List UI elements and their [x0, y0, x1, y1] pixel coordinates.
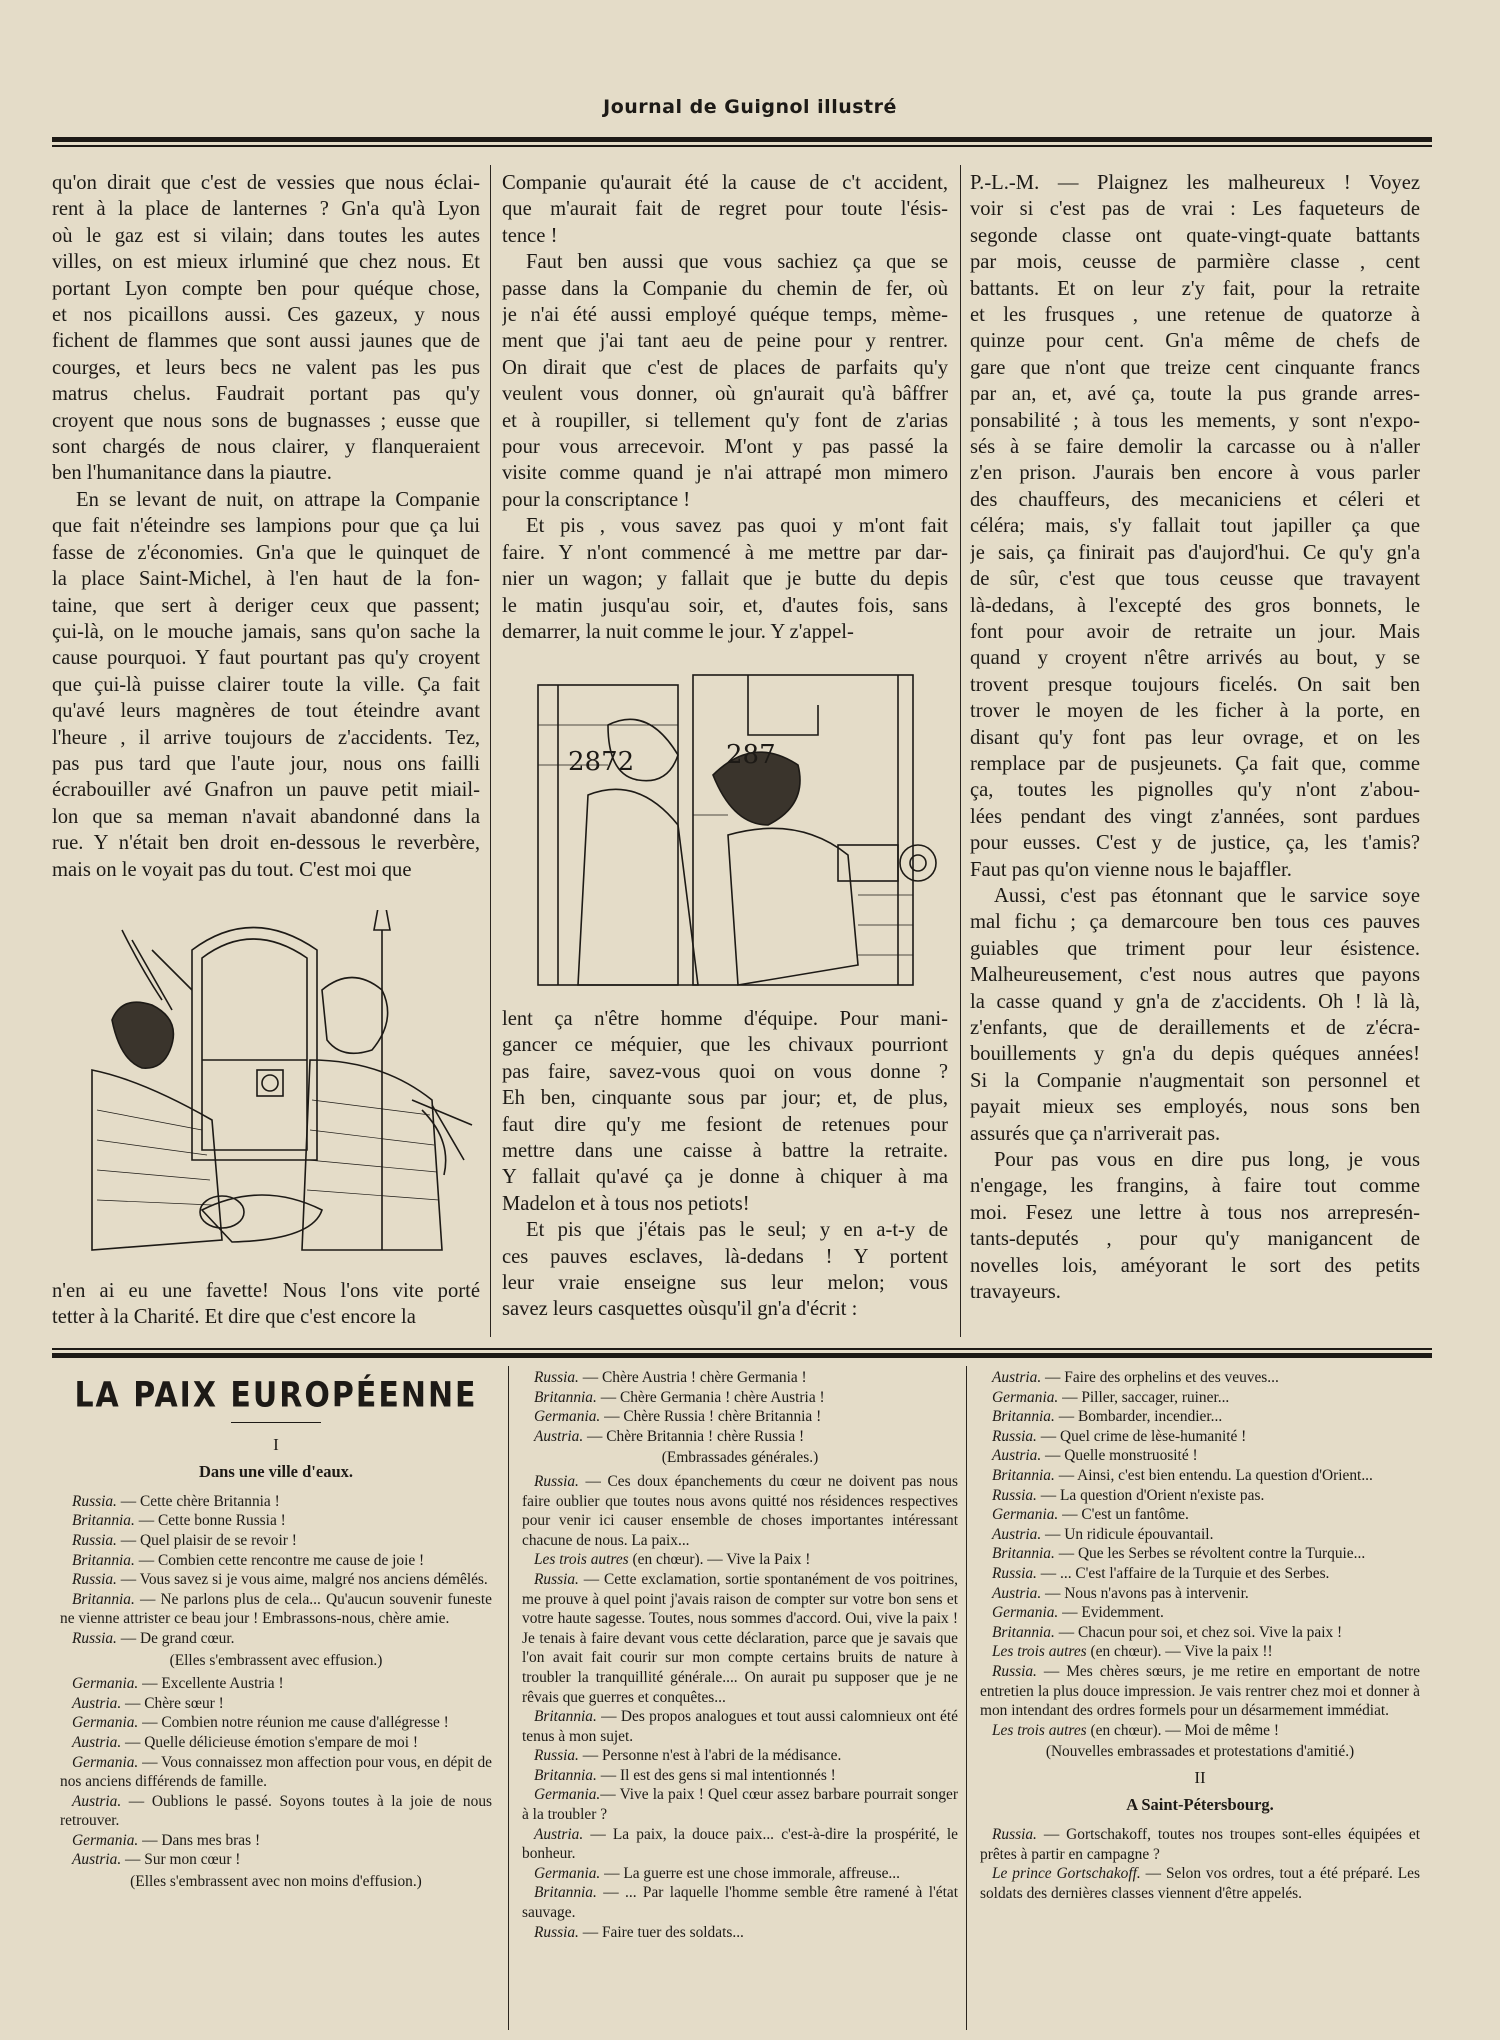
speaker-name: Britannia. — [72, 1551, 135, 1569]
dialogue-line — [522, 1883, 958, 1922]
article-line: Si la Companie n'augmentait son personnel et — [970, 1069, 1420, 1092]
speech-text: — Quelle délicieuse émotion s'empare de moi ! — [121, 1733, 418, 1751]
paix-column-3 — [980, 1368, 1420, 2030]
article-line: et les frusques , une retenue de quatorze à — [970, 304, 1420, 327]
dialogue-line — [980, 1407, 1420, 1427]
section-rule-thin — [52, 1348, 1432, 1350]
dialogue-line — [980, 1662, 1420, 1721]
dialogue-line — [980, 1525, 1420, 1545]
speech-text: — De grand cœur. — [116, 1629, 235, 1647]
speech-text: — Chère sœur ! — [121, 1694, 224, 1712]
speaker-name: Britannia. — [72, 1590, 135, 1608]
article-column-2-bottom — [502, 1006, 948, 1336]
dialogue-line — [60, 1629, 492, 1649]
article-line: segonde classe ont quate-vingt-quate battants — [970, 224, 1420, 247]
dialogue-line — [60, 1511, 492, 1531]
wagon-number-left: 2872 — [568, 747, 635, 777]
article-line: cause pourquoi. Y faut pourtant pas qu'y croyent — [52, 647, 480, 670]
speech-text: — Gortschakoff, toutes nos troupes sont-elles équipées et prêtes à partir en campagne ? — [980, 1826, 1420, 1863]
article-line: ment que j'ai tant aeu de peine pour y rentrer. — [502, 330, 948, 353]
article-line: là-dedans, à l'excepté des gros bonnets, le — [970, 594, 1420, 617]
speaker-name: Russia. — [72, 1492, 117, 1510]
speaker-name: Russia. — [72, 1571, 117, 1589]
article-line: Eh ben, cinquante sous par jour; et, de plus, — [502, 1087, 948, 1110]
speech-text: — Chacun pour soi, et chez soi. Vive la paix ! — [1054, 1623, 1343, 1641]
article-line: le matin jusqu'au soir, et, d'autes fois, sans — [502, 594, 948, 617]
speaker-name: Britannia. — [534, 1388, 597, 1406]
dialogue-line — [60, 1551, 492, 1571]
dialogue-line — [980, 1544, 1420, 1564]
article-line: pas pus tard que l'aute jour, nous ons failli — [52, 752, 480, 775]
stage-direction: (Nouvelles embrassades et protestations d'amitié.) — [1045, 1743, 1355, 1761]
masthead-title: Journal de Guignol illustré — [603, 96, 897, 118]
dialogue-line — [522, 1785, 958, 1824]
speaker-name: Britannia. — [534, 1766, 597, 1784]
dialogue-line — [522, 1707, 958, 1746]
speech-text: — C'est un fantôme. — [1058, 1506, 1189, 1524]
dialogue-line — [980, 1486, 1420, 1506]
dialogue-line — [522, 1388, 958, 1408]
article-line: payait mieux ses employés, nous sons ben — [970, 1096, 1420, 1119]
dialogue-line — [60, 1713, 492, 1733]
speaker-name: Russia. — [992, 1486, 1037, 1504]
article-column-2-top — [502, 170, 948, 658]
article-line: battants. Et on leur z'y fait, pour la retraite — [970, 277, 1420, 300]
article-line: mal fichu ; ça demarcoure ben tous ces pauves — [970, 911, 1420, 934]
article-line: l'heure , il arrive toujours de z'accidents. Tez, — [52, 726, 480, 749]
speaker-name: Austria. — [72, 1851, 122, 1869]
speech-text: — Ces doux épanchements du cœur ne doivent pas nous faire oublier que toutes nous avons quitté nos résidences respectives pour venir ici causer ensemble de choses importantes intéressant chacune de nous. La paix... — [522, 1472, 958, 1549]
paix-dialogue-1 — [60, 1492, 492, 1892]
speaker-name: Germania. — [72, 1714, 139, 1732]
article-line: tants-deputés , pour qu'y manigancent de — [970, 1228, 1420, 1251]
article-line: écrabouiller avé Gnafron un pauve petit miail- — [52, 779, 480, 802]
article-line: n'en ai eu une favette! Nous l'ons vite porté — [52, 1280, 480, 1302]
article-line: et à roupiller, si tellement qu'y font de z'arias — [502, 409, 948, 432]
dialogue-line — [980, 1642, 1420, 1662]
article-line: la place Saint-Michel, à l'en haut de la fon- — [52, 568, 480, 591]
dialogue-line — [980, 1466, 1420, 1486]
article-line: veulent vous donner, où gn'aurait qu'à bâffrer — [502, 383, 948, 406]
dialogue-line — [60, 1733, 492, 1753]
article-line: que çui-là puisse clairer toute la ville. Ça fait — [52, 673, 480, 696]
dialogue-line — [60, 1570, 492, 1590]
article-line: par mois, ceusse de parmière classe , cent — [970, 251, 1420, 274]
article-line: passe dans la Companie du chemin de fer, où — [502, 277, 948, 300]
dialogue-line — [980, 1603, 1420, 1623]
stage-direction: (Elles s'embrassent avec non moins d'effusion.) — [130, 1873, 422, 1891]
dialogue-line — [980, 1864, 1420, 1903]
speech-text: — Mes chères sœurs, je me retire en emportant de notre entretien la plus douce impression. Je vais rentrer chez moi et donner à mon intendant des ordres formels pour un désarmement immédiat. — [980, 1662, 1420, 1720]
speech-text: — Cette chère Britannia ! — [116, 1492, 280, 1510]
dialogue-line — [980, 1505, 1420, 1525]
article-line: Companie qu'aurait été la cause de c't accident, — [502, 172, 948, 194]
article-line: trovent presque toujours ficelés. On sait ben — [970, 673, 1420, 696]
article-column-3 — [970, 170, 1420, 1336]
speech-text: — Vous savez si je vous aime, malgré nos anciens démêlés. — [116, 1571, 488, 1589]
speech-text: — ... C'est l'affaire de la Turquie et des Serbes. — [1036, 1564, 1330, 1582]
dialogue-line — [60, 1694, 492, 1714]
article-line: je n'ai été aussi employé quéque temps, mème- — [502, 304, 948, 327]
speech-text: — Chère Russia ! chère Britannia ! — [600, 1408, 822, 1426]
article-column-1-bottom — [52, 1278, 480, 1338]
speech-text: — Un ridicule épouvantail. — [1041, 1525, 1214, 1543]
dialogue-line — [60, 1531, 492, 1551]
dialogue-line — [980, 1584, 1420, 1604]
article-line: gancer ce méquier, que les chivaux pourriont — [502, 1034, 948, 1057]
speaker-name: Britannia. — [72, 1512, 135, 1530]
speech-text: — Excellente Austria ! — [138, 1675, 284, 1693]
speaker-name: Les trois autres — [992, 1721, 1087, 1739]
dialogue-line — [980, 1623, 1420, 1643]
article-line: novelles lois, améyorant le sort des petits — [970, 1254, 1420, 1277]
article-line: guiables que triment pour leur ésistence. — [970, 937, 1420, 960]
article-line: Et pis que j'étais pas le seul; y en a-t-y de — [526, 1219, 948, 1242]
speaker-name: Germania. — [992, 1388, 1059, 1406]
part-numeral: II — [1194, 1767, 1206, 1787]
speech-text: — Vous connaissez mon affection pour vous, en dépit de nos anciens différends de famille. — [60, 1753, 492, 1791]
speech-text: — Oublions le passé. Soyons toutes à la joie de nous retrouver. — [60, 1792, 492, 1830]
article-column-1-top — [52, 170, 480, 908]
dialogue-line — [522, 1368, 958, 1388]
speech-text: — Ainsi, c'est bien entendu. La question d'Orient... — [1054, 1466, 1373, 1484]
dialogue-line — [60, 1753, 492, 1792]
dialogue-line — [980, 1388, 1420, 1408]
article-line: çui-là, on le mouche jamais, sans qu'on sache la — [52, 620, 480, 643]
speaker-name: Russia. — [534, 1923, 579, 1941]
article-line: mettre dans une caisse à battre la retraite. — [502, 1140, 948, 1163]
speech-text: — Personne n'est à l'abri de la médisance. — [578, 1747, 842, 1765]
article-line: par an, et, avé ça, toute la pus grande arres- — [970, 383, 1420, 406]
paix-column-1 — [60, 1366, 492, 2030]
speech-text: (en chœur). — Vive la Paix ! — [628, 1551, 811, 1569]
dialogue-line — [60, 1850, 492, 1870]
dialogue-line — [522, 1427, 958, 1447]
article-line: P.-L.-M. — Plaignez les malheureux ! Voyez — [970, 172, 1420, 194]
dialogue-line — [522, 1766, 958, 1786]
article-line: z'en prison. J'aurais ben encore à vous parler — [970, 462, 1420, 485]
speaker-name: Germania. — [992, 1506, 1059, 1524]
speech-text: — Combien notre réunion me cause d'allégresse ! — [138, 1714, 449, 1732]
article-line: leur vraie enseigne sus leur melon; vous — [502, 1272, 948, 1295]
speech-text: — Cette exclamation, sortie spontanément de vos poitrines, me prouve à quel point j'avais raison de compter sur votre bon sens et votre haute sagesse. Toutes, nous sommes d'accord. Oui, vive la paix ! Je tenais à faire devant vous cette déclaration, parce que je savais que l'on avait fait courir sur mon compte certains bruits de nature à troubler la tranquillité générale.... On aurait pu supposer que je ne rêvais que guerres et conquêtes... — [522, 1570, 958, 1706]
speech-text: — Il est des gens si mal intentionnés ! — [596, 1766, 836, 1784]
section-rule-thick — [52, 1353, 1432, 1358]
speech-text: — La question d'Orient n'existe pas. — [1036, 1486, 1265, 1504]
scene-title-1: Dans une ville d'eaux. — [198, 1462, 354, 1482]
speaker-name: Les trois autres — [534, 1551, 629, 1569]
column-divider-2 — [960, 165, 961, 1337]
dialogue-line — [522, 1472, 958, 1550]
article-line: et nos picaillons aussi. Ces gazeux, y nous — [52, 304, 480, 327]
illustration-railway-workers — [498, 665, 952, 995]
dialogue-line — [980, 1825, 1420, 1864]
article-line: pour vous arrecevoir. M'ont y pas passé la — [502, 436, 948, 459]
article-line: voir si c'est pas de vrai : Les faqueteurs de — [970, 198, 1420, 221]
article-line: font pour avoir de retraite un jour. Mais — [970, 620, 1420, 643]
speaker-name: Britannia. — [992, 1623, 1055, 1641]
article-line: des chauffeurs, des mecaniciens et céleri et — [970, 488, 1420, 511]
wagon-number-right: 287 — [726, 740, 776, 770]
dialogue-line — [60, 1792, 492, 1831]
speaker-name: Russia. — [534, 1570, 579, 1588]
speech-text: — Ne parlons plus de cela... Qu'aucun souvenir funeste ne vienne attrister ce beau jour ! Embrassons-nous, chère amie. — [60, 1590, 492, 1628]
article-line: villes, on est mieux irluminé que chez nous. Et — [52, 251, 480, 274]
speaker-name: Germania. — [992, 1604, 1059, 1622]
article-line: fichent de flammes que sont aussi jaunes que de — [52, 330, 480, 353]
speaker-name: Russia. — [992, 1427, 1037, 1445]
article-line: quinze pour cent. Gn'a même de chefs de — [970, 330, 1420, 353]
speech-text: — Chère Britannia ! chère Russia ! — [583, 1427, 805, 1445]
speaker-name: Austria. — [534, 1427, 584, 1445]
article-line: sont chargés de nous clairer, y flanqueraient — [52, 436, 480, 459]
speaker-name: Germania. — [72, 1831, 139, 1849]
dialogue-line — [980, 1368, 1420, 1388]
speech-text: (en chœur). — Moi de même ! — [1086, 1721, 1279, 1739]
article-line: courges, et leurs becs ne valent pas les pus — [52, 356, 480, 379]
article-line: travayeurs. — [970, 1281, 1061, 1304]
article-line: savez leurs casquettes oùsqu'il gn'a d'écrit : — [502, 1298, 858, 1321]
article-line: disant qu'y font pas leur ovrage, et on les — [970, 726, 1420, 749]
speaker-name: Russia. — [992, 1564, 1037, 1582]
paix-column-2 — [522, 1368, 958, 2030]
dialogue-line — [522, 1407, 958, 1427]
speaker-name: Germania. — [72, 1753, 139, 1771]
speech-text: (en chœur). — Vive la paix !! — [1086, 1643, 1273, 1661]
article-line: portant Lyon compte ben pour quéque chose, — [52, 277, 480, 300]
speech-text: — Nous n'avons pas à intervenir. — [1041, 1584, 1249, 1602]
speech-text: — Vive la paix ! Quel cœur assez barbare pourrait songer à la troubler ? — [522, 1786, 958, 1824]
article-line: z'enfants, que de deraillements et de z'écra- — [970, 1017, 1420, 1039]
speech-text: — Quelle monstruosité ! — [1041, 1447, 1198, 1465]
dialogue-line — [522, 1864, 958, 1884]
article-line: trover le moyen de les ficher à la porte, en — [970, 700, 1420, 723]
masthead-rule-thick — [52, 137, 1432, 142]
speech-text: — Sur mon cœur ! — [121, 1851, 241, 1869]
article-line: assurés que ça n'arriverait pas. — [970, 1122, 1221, 1145]
speaker-name: Britannia. — [992, 1408, 1055, 1426]
dialogue-line — [980, 1427, 1420, 1447]
dialogue-line — [980, 1721, 1420, 1741]
scene-title: A Saint-Pétersbourg. — [1126, 1795, 1274, 1815]
article-line: n'engage, les frangins, à faire tout comme — [970, 1175, 1420, 1198]
article-line: Et pis , vous savez pas quoi y m'ont fait — [526, 515, 948, 538]
dialogue-line — [522, 1825, 958, 1864]
article-line: Faut ben aussi que vous sachiez ça que se — [526, 251, 948, 274]
dialogue-line — [60, 1590, 492, 1629]
article-line: mais on le voyait pas du tout. C'est moi que — [52, 858, 412, 881]
dialogue-line — [522, 1746, 958, 1766]
speech-text: — Des propos analogues et tout aussi calomnieux ont été tenus à mon sujet. — [522, 1708, 958, 1745]
column-divider-3 — [508, 1366, 509, 2030]
article-line: fasse de z'économies. Gn'a que le quinquet de — [52, 541, 480, 564]
speaker-name: Germania. — [534, 1408, 601, 1426]
article-line: sés à se faire demolir la carcasse ou à n'aller — [970, 436, 1420, 459]
article-line: tetter à la Charité. Et dire que c'est encore la — [52, 1306, 416, 1329]
speaker-name: Austria. — [72, 1733, 122, 1751]
speaker-name: Le prince Gortschakoff. — [992, 1865, 1141, 1883]
speaker-name: Austria. — [534, 1825, 584, 1843]
article-line: pour la conscriptance ! — [502, 488, 691, 511]
dialogue-line — [522, 1570, 958, 1707]
stage-direction: (Elles s'embrassent avec effusion.) — [169, 1651, 383, 1669]
speech-text: — Selon vos ordres, tout a été préparé. Les soldats des dernières classes viennent d'être appelés. — [980, 1865, 1420, 1902]
speech-text: — La guerre est une chose immorale, affreuse... — [600, 1864, 900, 1882]
speaker-name: Russia. — [992, 1662, 1037, 1680]
speaker-name: Les trois autres — [992, 1643, 1087, 1661]
article-line: rent à la place de lanternes ? Gn'a qu'à Lyon — [52, 198, 480, 221]
article-line: faire. Y n'ont commencé à me mettre par dar- — [502, 541, 948, 564]
article-line: Madelon et à tous nos petiots! — [502, 1192, 750, 1215]
article-line: qu'on dirait que c'est de vessies que nous éclai- — [52, 172, 480, 194]
speaker-name: Germania. — [72, 1675, 139, 1693]
speaker-name: Britannia. — [534, 1884, 597, 1902]
speaker-name: Russia. — [534, 1369, 579, 1386]
article-line: Faut pas qu'on vienne nous le bajaffler. — [970, 858, 1292, 881]
dialogue-line — [980, 1446, 1420, 1466]
speaker-name: Russia. — [72, 1629, 117, 1647]
article-line: croyent que nous sons de bugnasses ; eusse que — [52, 409, 480, 432]
article-line: gare que n'ont que treize cent cinquante francs — [970, 356, 1420, 379]
article-line: lées pendant des vingt z'années, sont pardues — [970, 805, 1420, 828]
speech-text: — Evidemment. — [1058, 1604, 1164, 1622]
paix-title: LA PAIX EUROPÉENNE — [74, 1375, 478, 1416]
article-line: pour eusses. C'est y de justice, ça, les t'amis? — [970, 832, 1420, 855]
illustration-lamplighter — [52, 910, 492, 1262]
article-line: taine, que sert à deriger ceux que passent; — [52, 594, 480, 617]
article-line: Malheureusement, c'est nous autres que payons — [970, 964, 1420, 987]
speech-text: — Chère Germania ! chère Austria ! — [596, 1388, 825, 1406]
speech-text: — ... Par laquelle l'homme semble être ramené à l'état sauvage. — [522, 1884, 958, 1922]
article-line: nier un wagon; y fallait que je butte du depis — [502, 568, 948, 591]
speech-text: — Combien cette rencontre me cause de joie ! — [134, 1551, 425, 1569]
article-line: visite comme quand je n'ai attrapé mon mimero — [502, 462, 948, 485]
article-line: la casse quand y gn'a de z'accidents. Oh ! là là, — [970, 990, 1420, 1013]
article-line: ponsabilité ; à tous les mements, y sont n'expo- — [970, 409, 1420, 432]
article-line: que m'aurait fait de regret pour toute l'ésis- — [502, 198, 948, 221]
speech-text: — Dans mes bras ! — [138, 1831, 261, 1849]
railway-workers-engraving-icon — [498, 665, 952, 995]
article-line: rue. Y n'était ben droit en-dessous le reverbère, — [52, 832, 480, 855]
article-line: pas faire, savez-vous quoi on vous donne ? — [502, 1060, 948, 1083]
speech-text: — Cette bonne Russia ! — [134, 1512, 286, 1530]
article-line: faut dire qu'y me fesiont de retenues pour — [502, 1113, 948, 1136]
speech-text: — Faire tuer des soldats... — [578, 1923, 744, 1941]
speaker-name: Russia. — [534, 1747, 579, 1765]
title-short-rule — [231, 1422, 321, 1423]
article-line: lent ça n'être homme d'équipe. Pour mani- — [502, 1008, 948, 1030]
article-line: céléra; mais, s'y fallait tout japiller ça que — [970, 515, 1420, 538]
article-line: qu'avé leurs magnères de tout éteindre avant — [52, 700, 480, 723]
speaker-name: Austria. — [72, 1792, 122, 1810]
speech-text: — Que les Serbes se révoltent contre la Turquie... — [1054, 1545, 1366, 1563]
speaker-name: Britannia. — [992, 1466, 1055, 1484]
column-divider-1 — [490, 165, 491, 1337]
part-numeral-1: I — [273, 1434, 279, 1454]
speech-text: — La paix, la douce paix... c'est-à-dire la prospérité, le bonheur. — [522, 1825, 958, 1863]
article-line: tence ! — [502, 224, 558, 247]
speech-text: — Piller, saccager, ruiner... — [1058, 1388, 1230, 1406]
speaker-name: Austria. — [992, 1369, 1042, 1386]
speaker-name: Russia. — [72, 1531, 117, 1549]
article-line: moi. Fesez une lettre à tous nos arrepresén- — [970, 1201, 1420, 1224]
article-line: de sûr, c'est que tous ceusse que travayent — [970, 568, 1420, 591]
article-line: En se levant de nuit, on attrape la Companie — [76, 488, 480, 511]
article-line: On dirait que c'est de places de parfaits qu'y — [502, 356, 948, 379]
speaker-name: Germania. — [534, 1786, 601, 1804]
article-line: demarrer, la nuit comme le jour. Y z'appel- — [502, 620, 854, 643]
article-line: que fait n'éteindre ses lampions pour que ça lui — [52, 515, 480, 538]
speech-text: — Chère Austria ! chère Germania ! — [578, 1369, 807, 1386]
article-line: où le gaz est si vilain; dans toutes les autes — [52, 224, 480, 247]
article-line: je sais, ça finirait pas d'aujord'hui. Ce qu'y gn'a — [970, 541, 1420, 564]
stage-direction: (Embrassades générales.) — [661, 1449, 819, 1467]
dialogue-line — [522, 1923, 958, 1943]
article-line: Pour pas vous en dire pus long, je vous — [994, 1149, 1420, 1172]
speech-text: — Faire des orphelins et des veuves... — [1041, 1369, 1279, 1386]
speech-text: — Bombarder, incendier... — [1054, 1408, 1223, 1426]
article-line: ça, toutes les pignolles qu'y n'ont z'abou- — [970, 779, 1420, 802]
article-line: Aussi, c'est pas étonnant que le sarvice soye — [994, 884, 1420, 907]
speaker-name: Britannia. — [534, 1708, 597, 1726]
speaker-name: Britannia. — [992, 1545, 1055, 1563]
masthead-rule-thin — [52, 145, 1432, 147]
lamplighter-engraving-icon — [52, 910, 492, 1262]
speaker-name: Austria. — [992, 1447, 1042, 1465]
speaker-name: Russia. — [992, 1826, 1037, 1844]
article-line: lon que sa meman n'avait abandonné dans la — [52, 805, 480, 828]
speech-text: — Quel crime de lèse-humanité ! — [1036, 1427, 1247, 1445]
speaker-name: Austria. — [72, 1694, 122, 1712]
article-line: bouillements y gn'a du depis quéques années! — [970, 1043, 1420, 1066]
speaker-name: Austria. — [992, 1525, 1042, 1543]
article-line: remplace par de pusjeunets. Ça fait que, comme — [970, 752, 1420, 775]
dialogue-line — [60, 1492, 492, 1512]
column-divider-4 — [966, 1366, 967, 2030]
article-line: ces pauves esclaves, là-dedans ! Y portent — [502, 1245, 948, 1268]
speaker-name: Germania. — [534, 1864, 601, 1882]
dialogue-line — [522, 1550, 958, 1570]
article-line: ben l'humanitance dans la piautre. — [52, 462, 332, 485]
dialogue-line — [60, 1831, 492, 1851]
article-line: Y fallait qu'avé ça je donne à chiquer à ma — [502, 1166, 948, 1189]
dialogue-line — [60, 1674, 492, 1694]
article-line: quand y croyent n'être arrivés au bout, y se — [970, 647, 1420, 670]
speaker-name: Russia. — [534, 1472, 579, 1490]
speech-text: — Quel plaisir de se revoir ! — [116, 1531, 297, 1549]
speaker-name: Austria. — [992, 1584, 1042, 1602]
article-line: matrus chelus. Faudrait portant pas qu'y — [52, 383, 480, 406]
dialogue-line — [980, 1564, 1420, 1584]
